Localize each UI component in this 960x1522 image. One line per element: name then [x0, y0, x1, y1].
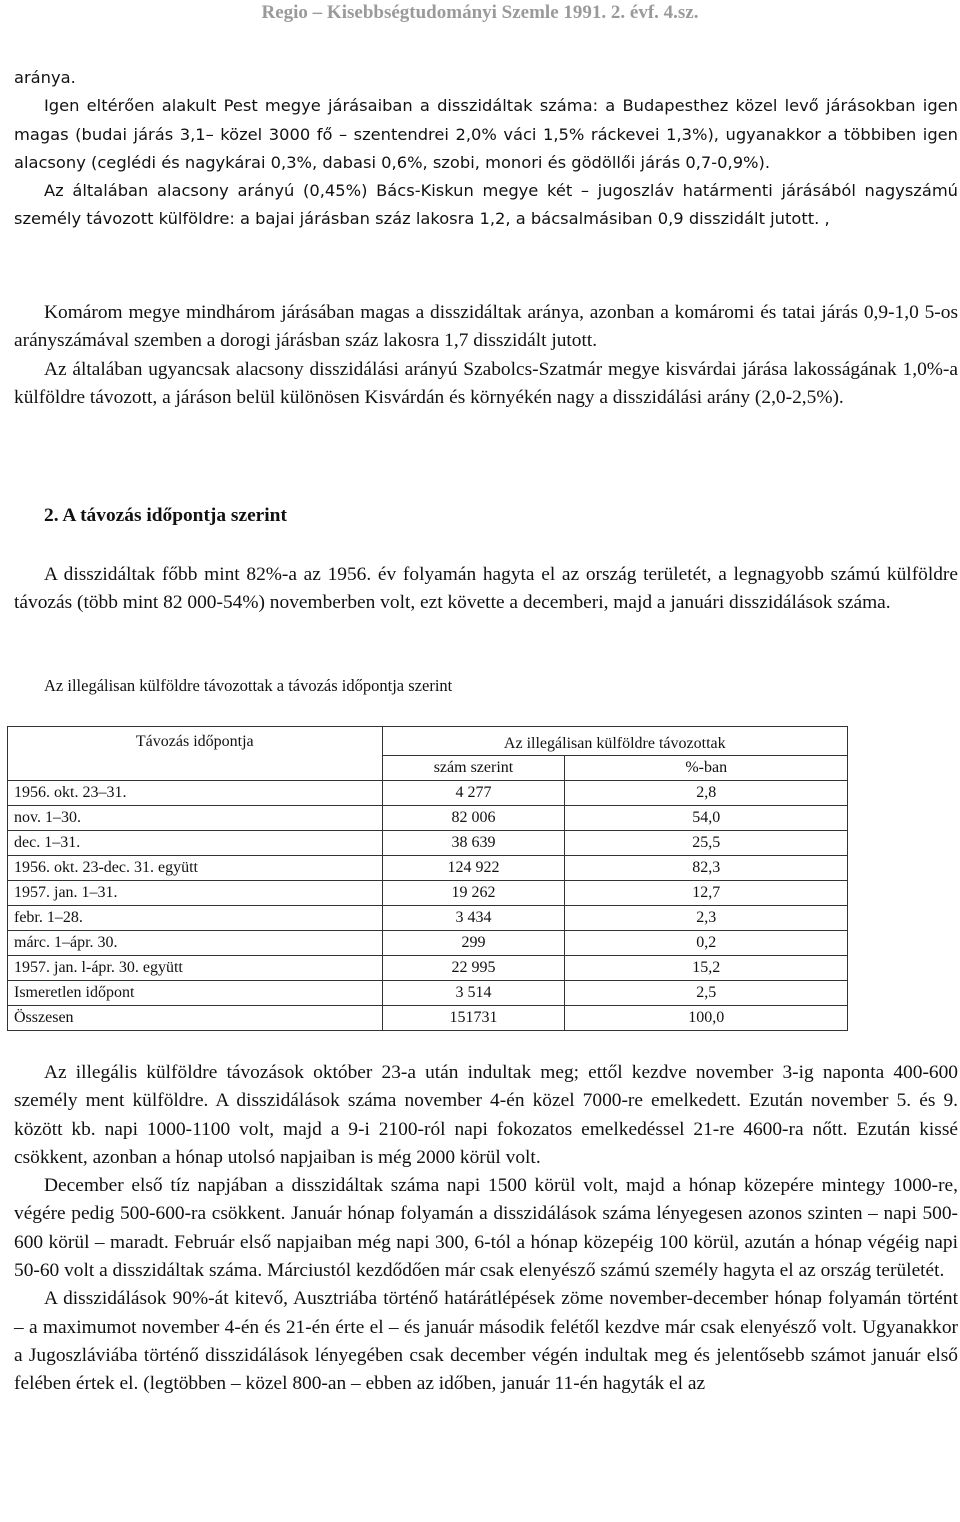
- header-count: szám szerint: [382, 756, 565, 781]
- cell-pct: 2,3: [565, 906, 848, 931]
- cell-count: 3 514: [382, 981, 565, 1006]
- paragraph-timing: A disszidáltak főbb mint 82%-a az 1956. év folyamán hagyta el az ország területét, a legnagyobb számú külföldre távozás (több mint 82 000-54%) novemberben volt, ezt követte a decemberi, majd a januári disszidálások száma.: [14, 564, 958, 614]
- cell-count: 3 434: [382, 906, 565, 931]
- cell-period: 1956. okt. 23-dec. 31. együtt: [8, 856, 383, 881]
- paragraph-daily: Az illegális külföldre távozások október 23-a után indultak meg; ettől kezdve november 3-ig naponta 400-600 személy ment külföldre. A disszidálások száma november 4-én közel 7000-re emelkedett. Ezután november 5. és 9. között kb. napi 1000-1100 volt, majd a 9-i 2100-ról napi fokozatos emelkedéssel 21-re 4600-ra nőtt. Ezután kissé csökkent, azonban a hónap utolsó napjaiban is még 2000 körül volt.: [14, 1062, 958, 1168]
- table-row: [8, 931, 848, 956]
- running-header: Regio – Kisebbségtudományi Szemle 1991. 2. évf. 4.sz.: [261, 2, 699, 23]
- paragraph-pest: Igen eltérően alakult Pest megye járásaiban a disszidáltak száma: a Budapesthez közel levő járásokban igen magas (budai járás 3,1– közel 3000 fő – szentendrei 2,0% váci 1,5% ráckevei 1,3%), ugyanakkor a többiben igen alacsony (ceglédi és nagykárai 0,3%, dabasi 0,6%, szobi, monori és gödöllői járás 0,7-0,9%).: [14, 96, 958, 172]
- paragraph-bacs-kiskun: [14, 177, 958, 234]
- paragraph-szabolcs: Az általában ugyancsak alacsony disszidálási arányú Szabolcs-Szatmár megye kisvárdai járása lakosságának 1,0%-a külföldre távozott, a járáson belül különösen Kisvárdán és környékén nagy a disszidálási arány (2,0-2,5%).: [14, 358, 958, 408]
- cell-count: 151731: [382, 1006, 565, 1031]
- paragraph-bacs-kiskun-text: Az általában alacsony arányú (0,45%) Bács-Kiskun megye két – jugoszláv határmenti járásából nagyszámú személy távozott külföldre: a bajai járásban száz lakosra 1,2, a bácsalmásiban 0,9 disszidált jutott.: [14, 181, 958, 229]
- departures-table: [7, 726, 848, 1031]
- table-row: [8, 831, 848, 856]
- paragraph-bacs-kiskun-tail: ,: [819, 209, 830, 229]
- cell-period: febr. 1–28.: [8, 906, 383, 931]
- table-row: [8, 906, 848, 931]
- table-header-row: [8, 727, 848, 756]
- header-period: Távozás időpontja: [8, 727, 383, 781]
- intro-text-2: [14, 299, 958, 412]
- paragraph-austria: A disszidálások 90%-át kitevő, Ausztriába történő határátlépések zöme november-december hónap folyamán történt – a maximumot november 4-én és 21-én érte el – és január második felétől kezdve már csak elenyésző volt. Ugyanakkor a Jugoszláviába történő disszidálások lényegében csak december végén indultak meg és jelentősebb számot január első felében értek el. (legtöbben – közel 800-an – ebben az időben, január 11-én hagyták el az: [14, 1288, 958, 1395]
- paragraph-december: December első tíz napjában a disszidáltak száma napi 1500 körül volt, majd a hónap közepére mintegy 1000-re, végére pedig 500-600-ra csökkent. Január hónap folyamán a disszidálások száma lényegesen azonos szinten – napi 500-600 körül – maradt. Február első napjaiban még napi 300, 6-tól a hónap közepéig 100 körül, azután a hónap végéig napi 50-60 volt a disszidáltak száma. Márciustól kezdődően már csak elenyésző számú személy hagyta el az ország területét.: [14, 1175, 958, 1282]
- cell-pct: 82,3: [565, 856, 848, 881]
- cell-count: 299: [382, 931, 565, 956]
- cell-count: 82 006: [382, 806, 565, 831]
- table-row: [8, 806, 848, 831]
- cell-period: Összesen: [8, 1006, 383, 1031]
- cell-count: 38 639: [382, 831, 565, 856]
- cell-period: 1957. jan. 1–31.: [8, 881, 383, 906]
- section-text: [14, 561, 958, 618]
- header-pct: %-ban: [565, 756, 848, 781]
- cell-pct: 25,5: [565, 831, 848, 856]
- table-row: [8, 956, 848, 981]
- table-row: [8, 981, 848, 1006]
- cell-count: 4 277: [382, 781, 565, 806]
- cell-pct: 54,0: [565, 806, 848, 831]
- table-row: [8, 781, 848, 806]
- intro-text: [14, 64, 958, 234]
- cell-pct: 2,8: [565, 781, 848, 806]
- cell-period: márc. 1–ápr. 30.: [8, 931, 383, 956]
- cell-period: 1956. okt. 23–31.: [8, 781, 383, 806]
- cell-count: 22 995: [382, 956, 565, 981]
- cell-pct: 12,7: [565, 881, 848, 906]
- cell-count: 124 922: [382, 856, 565, 881]
- cell-count: 19 262: [382, 881, 565, 906]
- section-title: 2. A távozás időpontja szerint: [44, 505, 287, 526]
- paragraph-komarom: Komárom megye mindhárom járásában magas a disszidáltak aránya, azonban a komáromi és tatai járás 0,9-1,0 5-os arányszámával szemben a dorogi járásban száz lakosra 1,7 disszidált jutott.: [14, 302, 958, 352]
- intro-fragment: aránya.: [14, 68, 76, 87]
- header-group: Az illegálisan külföldre távozottak: [382, 727, 847, 756]
- table-row: [8, 881, 848, 906]
- table-caption: Az illegálisan külföldre távozottak a távozás időpontja szerint: [44, 676, 453, 695]
- cell-period: nov. 1–30.: [8, 806, 383, 831]
- cell-period: Ismeretlen időpont: [8, 981, 383, 1006]
- cell-period: dec. 1–31.: [8, 831, 383, 856]
- cell-pct: 2,5: [565, 981, 848, 1006]
- cell-period: 1957. jan. l-ápr. 30. együtt: [8, 956, 383, 981]
- after-table-text: [14, 1059, 958, 1399]
- cell-pct: 0,2: [565, 931, 848, 956]
- table-row: [8, 1006, 848, 1031]
- cell-pct: 100,0: [565, 1006, 848, 1031]
- table-row: [8, 856, 848, 881]
- cell-pct: 15,2: [565, 956, 848, 981]
